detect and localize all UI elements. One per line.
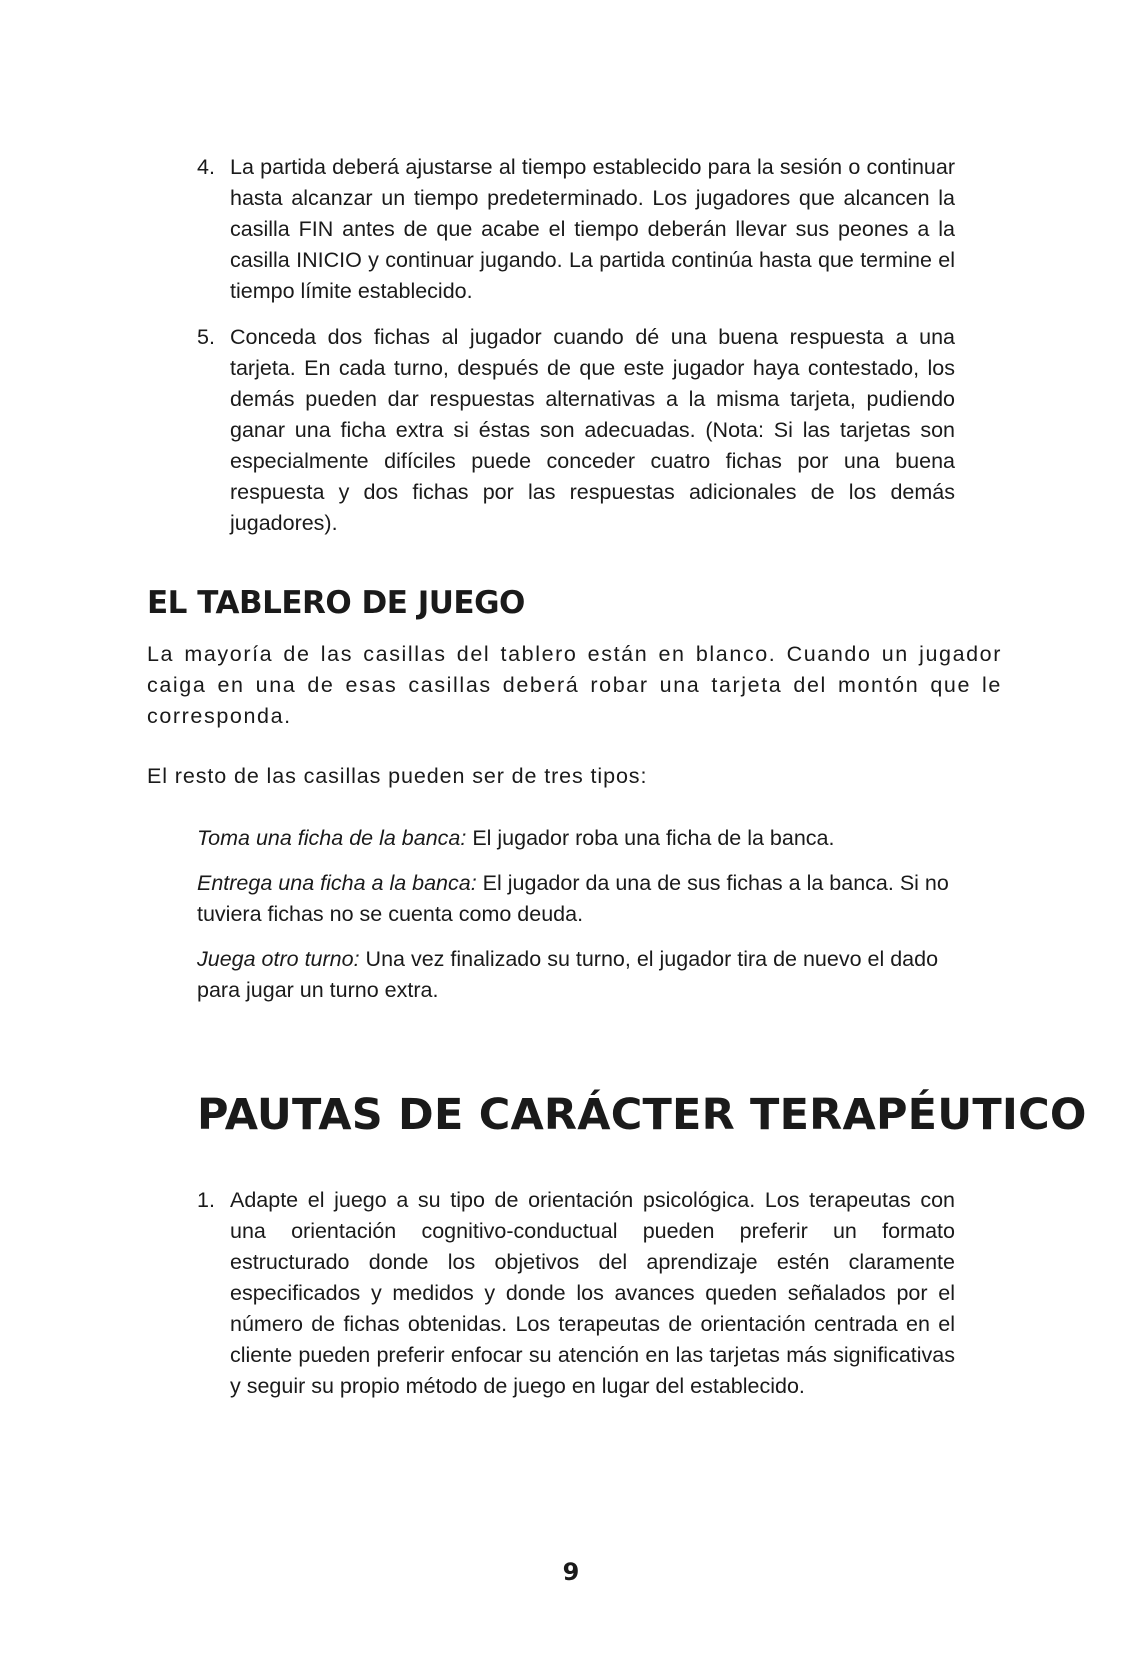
list-item-text: Conceda dos fichas al jugador cuando dé una buena respuesta a una tarjeta. En cada turno, después de que este jugador haya contestado, los demás pueden dar respuestas alternativas a la misma tarjeta, pudiendo ganar una ficha extra si éstas son adecuadas. (Nota: Si las tarjetas son especialmente difíciles puede conceder cuatro fichas por una buena respuesta y dos fichas por las respuestas adicionales de los demás jugadores). xyxy=(230,325,955,535)
square-type-term: Entrega una ficha a la banca: xyxy=(197,871,477,895)
square-type-item xyxy=(197,944,957,1006)
list-item-number: 1. xyxy=(197,1188,215,1212)
list-item xyxy=(197,152,955,307)
list-item-number: 5. xyxy=(197,325,215,349)
square-type-item xyxy=(197,868,957,930)
list-item xyxy=(197,322,955,539)
square-types-list xyxy=(197,823,957,1020)
therapeutic-list xyxy=(197,1185,955,1417)
page-number: 9 xyxy=(562,1558,580,1586)
square-type-description: Una vez finalizado su turno, el jugador tira de nuevo el dado para jugar un turno extra. xyxy=(197,947,939,1002)
board-paragraph: La mayoría de las casillas del tablero están en blanco. Cuando un jugador caiga en una de esas casillas deberá robar una tarjeta del montón que le corresponda. xyxy=(147,642,1002,728)
list-item-number: 4. xyxy=(197,155,215,179)
square-type-term: Toma una ficha de la banca: xyxy=(197,826,467,850)
square-type-term: Juega otro turno: xyxy=(197,947,360,971)
square-type-description: El jugador roba una ficha de la banca. xyxy=(466,826,835,850)
square-type-description: El jugador da una de sus fichas a la banca. Si no tuviera fichas no se cuenta como deuda. xyxy=(197,871,949,926)
list-item xyxy=(197,1185,955,1402)
board-types-intro: El resto de las casillas pueden ser de tres tipos: xyxy=(147,764,648,788)
rules-list xyxy=(197,152,955,554)
section-heading-board: EL TABLERO DE JUEGO xyxy=(147,585,525,621)
square-type-item xyxy=(197,823,957,854)
list-item-text: La partida deberá ajustarse al tiempo establecido para la sesión o continuar hasta alcanzar un tiempo predeterminado. Los jugadores que alcancen la casilla FIN antes de que acabe el tiempo deberán llevar sus peones a la casilla INICIO y continuar jugando. La partida continúa hasta que termine el tiempo límite establecido. xyxy=(230,155,955,303)
section-heading-therapeutic: PAUTAS DE CARÁCTER TERAPÉUTICO xyxy=(197,1090,1087,1140)
list-item-text: Adapte el juego a su tipo de orientación psicológica. Los terapeutas con una orientación cognitivo-conductual pueden preferir un formato estructurado donde los objetivos del aprendizaje estén claramente especificados y medidos y donde los avances queden señalados por el número de fichas obtenidas. Los terapeutas de orientación centrada en el cliente pueden preferir enfocar su atención en las tarjetas más significativas y seguir su propio método de juego en lugar del establecido. xyxy=(230,1188,955,1398)
